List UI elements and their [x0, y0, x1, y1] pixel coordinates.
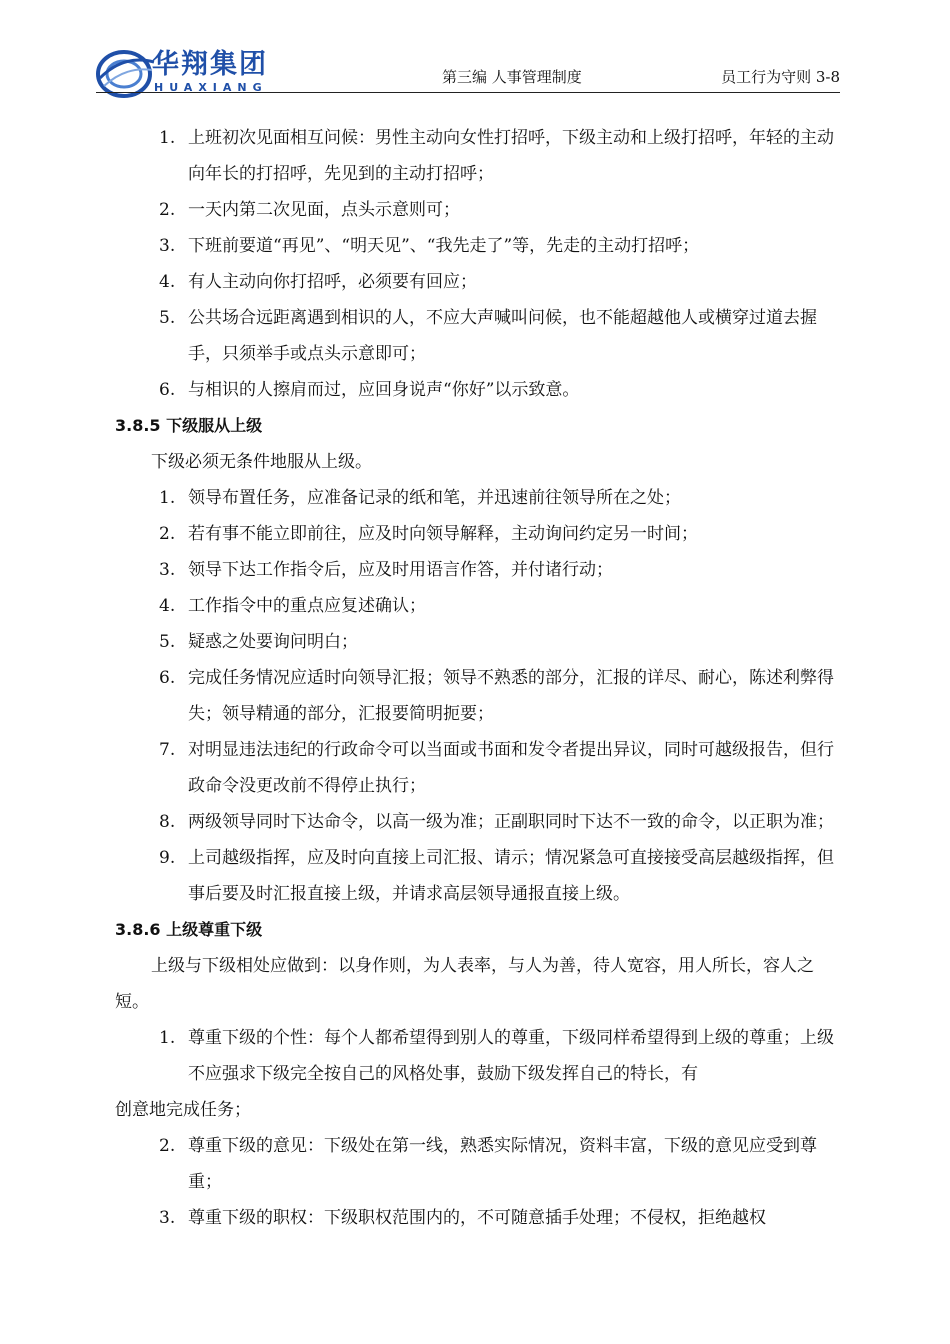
- list-item: [115, 264, 840, 300]
- list-text: 一天内第二次见面，点头示意则可；: [188, 200, 460, 220]
- list-number: 7.: [159, 740, 176, 760]
- section-heading-3-8-5: 3.8.5 下级服从上级: [115, 416, 263, 435]
- list-item: [115, 1020, 840, 1128]
- list-item: [115, 480, 840, 516]
- list-item: [115, 228, 840, 264]
- list-item: [115, 732, 840, 804]
- list-text: 领导布置任务，应准备记录的纸和笔，并迅速前往领导所在之处；: [188, 488, 681, 508]
- list-text: 下班前要道“再见”、“明天见”、“我先走了”等，先走的主动打招呼；: [188, 236, 700, 256]
- list-item: [115, 372, 840, 408]
- list-number: 2.: [159, 524, 176, 544]
- list-text: 上班初次见面相互问候：男性主动向女性打招呼，下级主动和上级打招呼，年轻的主动向年长的打招呼，先见到的主动打招呼；: [188, 128, 834, 184]
- list-number: 1.: [159, 128, 176, 148]
- list-number: 6.: [159, 668, 176, 688]
- list-text: 完成任务情况应适时向领导汇报；领导不熟悉的部分，汇报的详尽、耐心，陈述利弊得失；领导精通的部分，汇报要简明扼要；: [188, 668, 834, 724]
- list-text: 上司越级指挥，应及时向直接上司汇报、请示；情况紧急可直接接受高层越级指挥，但事后要及时汇报直接上级，并请求高层领导通报直接上级。: [188, 848, 834, 904]
- list-number: 1.: [159, 488, 176, 508]
- list-number: 4.: [159, 596, 176, 616]
- list-number: 8.: [159, 812, 176, 832]
- list-item: [115, 840, 840, 912]
- list-text: 尊重下级的意见：下级处在第一线，熟悉实际情况，资料丰富，下级的意见应受到尊重；: [188, 1136, 817, 1192]
- list-text: 两级领导同时下达命令，以高一级为准；正副职同时下达不一致的命令，以正职为准；: [188, 812, 834, 832]
- list-number: 3.: [159, 236, 176, 256]
- list-number: 3.: [159, 560, 176, 580]
- list-text: 疑惑之处要询问明白；: [188, 632, 358, 652]
- list-item: [115, 1128, 840, 1200]
- list-item: [115, 624, 840, 660]
- section-heading-3-8-6: 3.8.6 上级尊重下级: [115, 920, 263, 939]
- list-number: 2.: [159, 200, 176, 220]
- list-text: 工作指令中的重点应复述确认；: [188, 596, 426, 616]
- list-item: [115, 192, 840, 228]
- list-text: 若有事不能立即前往，应及时向领导解释，主动询问约定另一时间；: [188, 524, 698, 544]
- page-header: [96, 40, 840, 104]
- header-chapter-title: 第三编 人事管理制度: [442, 68, 582, 86]
- list-item: [115, 588, 840, 624]
- list-text-continuation: 创意地完成任务；: [115, 1100, 251, 1120]
- list-text: 尊重下级的职权：下级职权范围内的，不可随意插手处理；不侵权，拒绝越权: [188, 1208, 766, 1228]
- section-intro: 下级必须无条件地服从上级。: [151, 452, 372, 472]
- document-body: [115, 120, 840, 1236]
- list-number: 2.: [159, 1136, 176, 1156]
- list-text: 对明显违法违纪的行政命令可以当面或书面和发令者提出异议，同时可越级报告，但行政命令没更改前不得停止执行；: [188, 740, 834, 796]
- list-number: 9.: [159, 848, 176, 868]
- list-number: 1.: [159, 1028, 176, 1048]
- list-text: 尊重下级的个性：每个人都希望得到别人的尊重，下级同样希望得到上级的尊重；上级不应强求下级完全按自己的风格处事，鼓励下级发挥自己的特长，有: [188, 1028, 834, 1084]
- list-text: 与相识的人擦肩而过，应回身说声“你好”以示致意。: [188, 380, 580, 400]
- logo-chinese-name: 华翔集团: [152, 49, 268, 80]
- header-divider: [96, 92, 840, 93]
- list-item: [115, 1200, 840, 1236]
- list-number: 5.: [159, 632, 176, 652]
- list-item: [115, 516, 840, 552]
- list-item: [115, 552, 840, 588]
- list-number: 4.: [159, 272, 176, 292]
- list-number: 3.: [159, 1208, 176, 1228]
- list-number: 6.: [159, 380, 176, 400]
- list-item: [115, 120, 840, 192]
- list-item: [115, 804, 840, 840]
- header-section-ref: 员工行为守则 3-8: [721, 68, 840, 86]
- list-text: 公共场合远距离遇到相识的人，不应大声喊叫问候，也不能超越他人或横穿过道去握手，只须举手或点头示意即可；: [188, 308, 817, 364]
- list-item: [115, 660, 840, 732]
- list-text: 有人主动向你打招呼，必须要有回应；: [188, 272, 477, 292]
- section-intro: 上级与下级相处应做到：以身作则，为人表率，与人为善，待人宽容，用人所长，容人之短。: [115, 956, 814, 1012]
- list-text: 领导下达工作指令后，应及时用语言作答，并付诸行动；: [188, 560, 613, 580]
- list-number: 5.: [159, 308, 176, 328]
- list-item: [115, 300, 840, 372]
- logo-english-name: HUAXIANG: [154, 81, 268, 94]
